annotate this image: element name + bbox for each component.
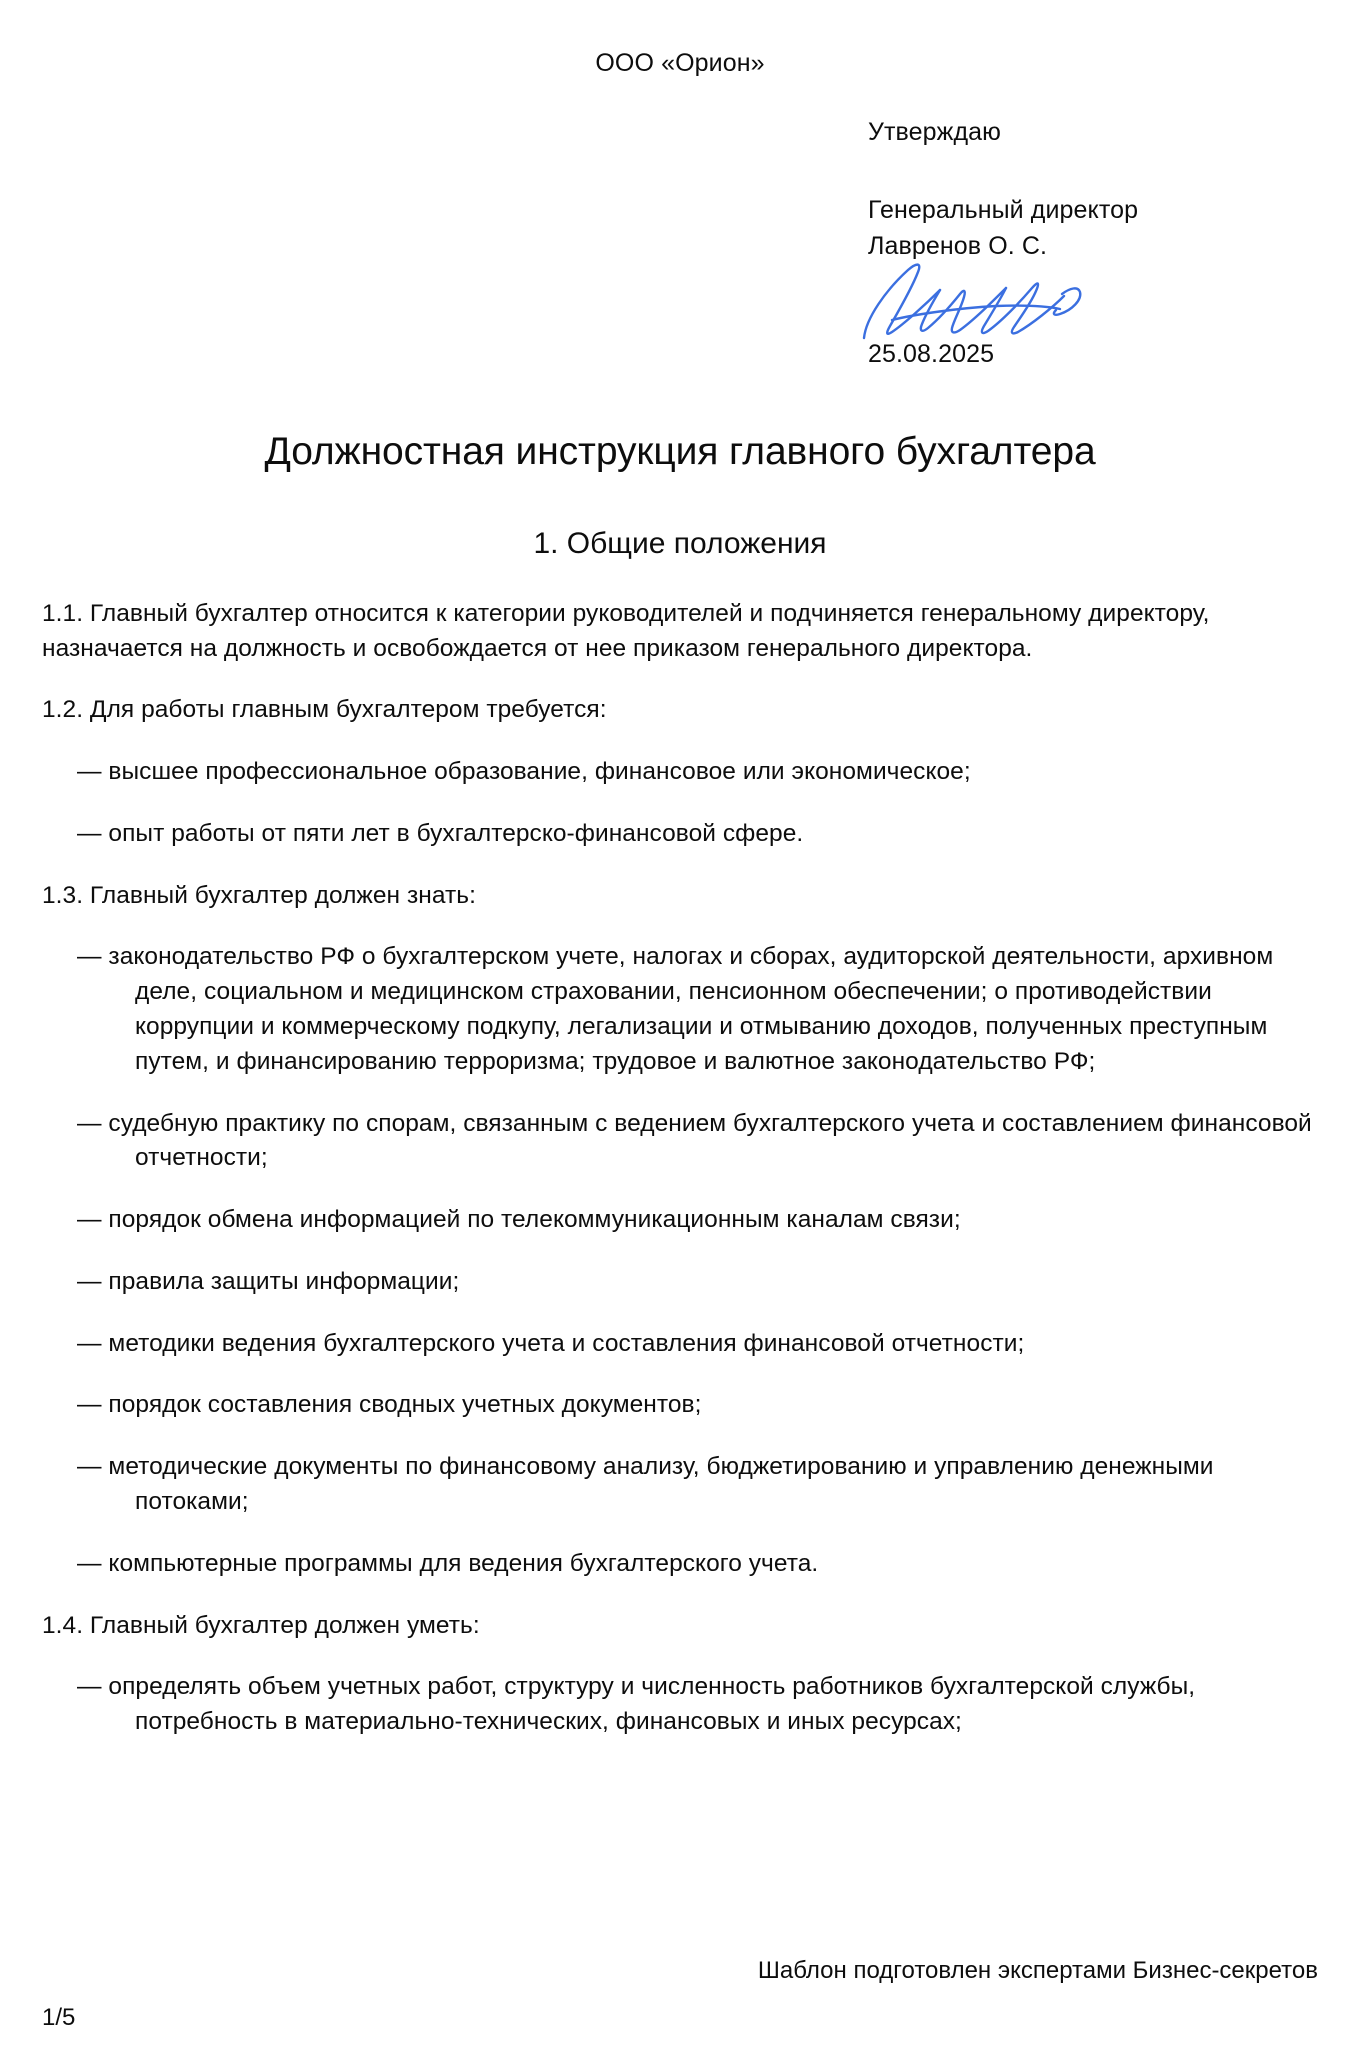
bullet-dash: — [77, 1673, 109, 1701]
list-item-text: порядок составления сводных учетных документов; [108, 1391, 702, 1419]
list-item [42, 1547, 1318, 1582]
handwritten-signature-icon [856, 260, 1096, 344]
list-1-2 [42, 755, 1318, 852]
list-item-text: правила защиты информации; [108, 1267, 460, 1295]
list-1-3 [42, 940, 1318, 1581]
list-item [42, 1670, 1318, 1740]
list-item-text: высшее профессиональное образование, финансовое или экономическое; [108, 758, 971, 786]
paragraph-1-3-lead: 1.3. Главный бухгалтер должен знать: [42, 881, 476, 909]
bullet-dash: — [77, 1267, 109, 1295]
approval-block [42, 115, 1318, 372]
page-title: Должностная инструкция главного бухгалтера [264, 430, 1096, 473]
list-item [42, 817, 1318, 852]
bullet-dash: — [77, 1329, 109, 1357]
list-item-text: законодательство РФ о бухгалтерском учете, налогах и сборах, аудиторской деятельности, архивном деле, социальном и медицинском страховании, пенсионном обеспечении; о противодействии коррупции и коммерческому подкупу, легализации и отмыванию доходов, полученных преступным путем, и финансированию терроризма; трудовое и валютное законодательство РФ; [108, 943, 1274, 1075]
list-item-text: методики ведения бухгалтерского учета и составления финансовой отчетности; [108, 1329, 1025, 1357]
paragraph-1-1: 1.1. Главный бухгалтер относится к категории руководителей и подчиняется генеральному директору, назначается на должность и освобождается от нее приказом генерального директора. [42, 599, 1210, 662]
list-item-text: методические документы по финансовому анализу, бюджетированию и управлению денежными потоками; [108, 1453, 1214, 1516]
list-item [42, 1107, 1318, 1177]
section-title: 1. Общие положения [533, 526, 827, 560]
list-item [42, 1203, 1318, 1238]
footer-note: Шаблон подготовлен экспертами Бизнес-секретов [757, 1956, 1318, 1984]
list-item-text: компьютерные программы для ведения бухгалтерского учета. [108, 1549, 819, 1577]
list-1-4 [42, 1670, 1318, 1740]
approver-role: Генеральный директор [868, 196, 1139, 225]
approval-word: Утверждаю [868, 117, 1002, 146]
bullet-dash: — [77, 1549, 109, 1577]
list-item [42, 1388, 1318, 1423]
list-item [42, 1450, 1318, 1520]
paragraph-1-2-lead: 1.2. Для работы главным бухгалтером требуется: [42, 696, 607, 724]
list-item-text: опыт работы от пяти лет в бухгалтерско-финансовой сфере. [108, 819, 804, 847]
list-item [42, 1327, 1318, 1362]
approval-date: 25.08.2025 [868, 340, 995, 369]
bullet-dash: — [77, 1109, 109, 1137]
list-item-text: определять объем учетных работ, структуру и численность работников бухгалтерской службы, потребность в материально-технических, финансовых и иных ресурсах; [108, 1673, 1196, 1736]
document-body [42, 597, 1318, 1740]
approver-name: Лавренов О. С. [868, 231, 1048, 260]
paragraph-1-4-lead: 1.4. Главный бухгалтер должен уметь: [42, 1611, 480, 1639]
list-item [42, 1265, 1318, 1300]
bullet-dash: — [77, 819, 109, 847]
signature-image [856, 260, 1318, 338]
list-item [42, 940, 1318, 1079]
bullet-dash: — [77, 943, 109, 971]
list-item-text: порядок обмена информацией по телекоммуникационным каналам связи; [108, 1206, 961, 1234]
list-item [42, 755, 1318, 790]
bullet-dash: — [77, 1391, 109, 1419]
organization-name: ООО «Орион» [595, 49, 765, 77]
list-item-text: судебную практику по спорам, связанным с ведением бухгалтерского учета и составлением финансовой отчетности; [108, 1109, 1312, 1172]
page-number: 1/5 [42, 2003, 76, 2031]
bullet-dash: — [77, 758, 109, 786]
bullet-dash: — [77, 1453, 109, 1481]
bullet-dash: — [77, 1206, 109, 1234]
